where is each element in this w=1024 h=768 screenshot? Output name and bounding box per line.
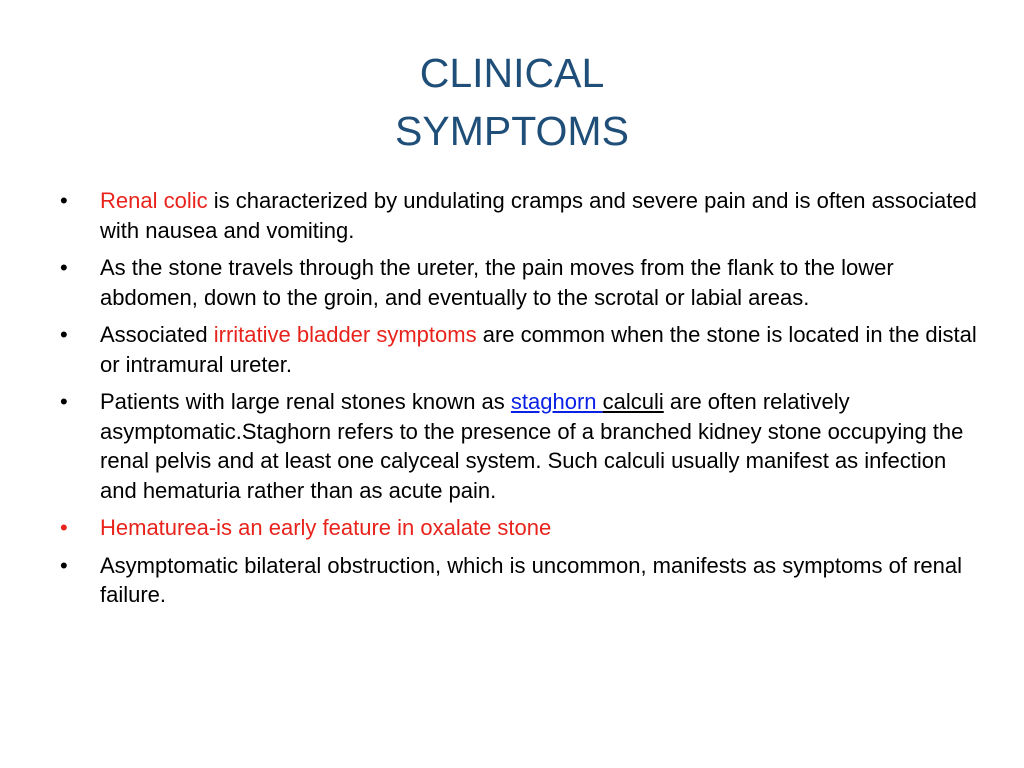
highlight-text: Hematurea-is an early feature in oxalate stone (100, 515, 552, 540)
list-item-obstruction (58, 551, 978, 610)
bullet-text: is characterized by undulating cramps and severe pain and is often associated with nausea and vomiting. (100, 188, 977, 243)
bullet-text: Asymptomatic bilateral obstruction, which is uncommon, manifests as symptoms of renal failure. (100, 552, 962, 607)
list-item-bladder-symptoms (58, 320, 978, 379)
underlined-text: calculi (602, 389, 664, 414)
bullet-icon: • (60, 255, 68, 280)
slide-title (0, 44, 1024, 160)
bullet-list (58, 186, 978, 618)
title-line-1: CLINICAL (419, 50, 605, 96)
title-line-2: SYMPTOMS (395, 108, 629, 154)
bullet-text: As the stone travels through the ureter, the pain moves from the flank to the lower abdomen, down to the groin, and eventually to the scrotal or labial areas. (100, 255, 894, 310)
list-item-renal-colic (58, 186, 978, 245)
staghorn-link[interactable]: staghorn (510, 389, 603, 414)
bullet-icon: • (60, 515, 68, 540)
bullet-icon: • (60, 389, 68, 414)
bullet-icon: • (60, 552, 68, 578)
list-item-stone-travel (58, 253, 978, 312)
bullet-text-suffix: are common when the stone is located in the distal or intramural ureter. (100, 322, 977, 377)
bullet-text-suffix: are often relatively asymptomatic.Staghorn refers to the presence of a branched kidney stone occupying the renal pelvis and at least one calyceal system. Such calculi usually manifest as infection and hematuria rather than as acute pain. (100, 389, 964, 503)
bullet-icon: • (60, 322, 68, 347)
highlight-text: irritative bladder symptoms (213, 322, 477, 347)
bullet-icon: • (60, 188, 68, 213)
bullet-text-prefix: Patients with large renal stones known as (100, 389, 511, 414)
list-item-hematurea (58, 513, 978, 543)
list-item-staghorn (58, 387, 978, 505)
bullet-text-prefix: Associated (100, 322, 214, 347)
highlight-text: Renal colic (100, 188, 208, 213)
